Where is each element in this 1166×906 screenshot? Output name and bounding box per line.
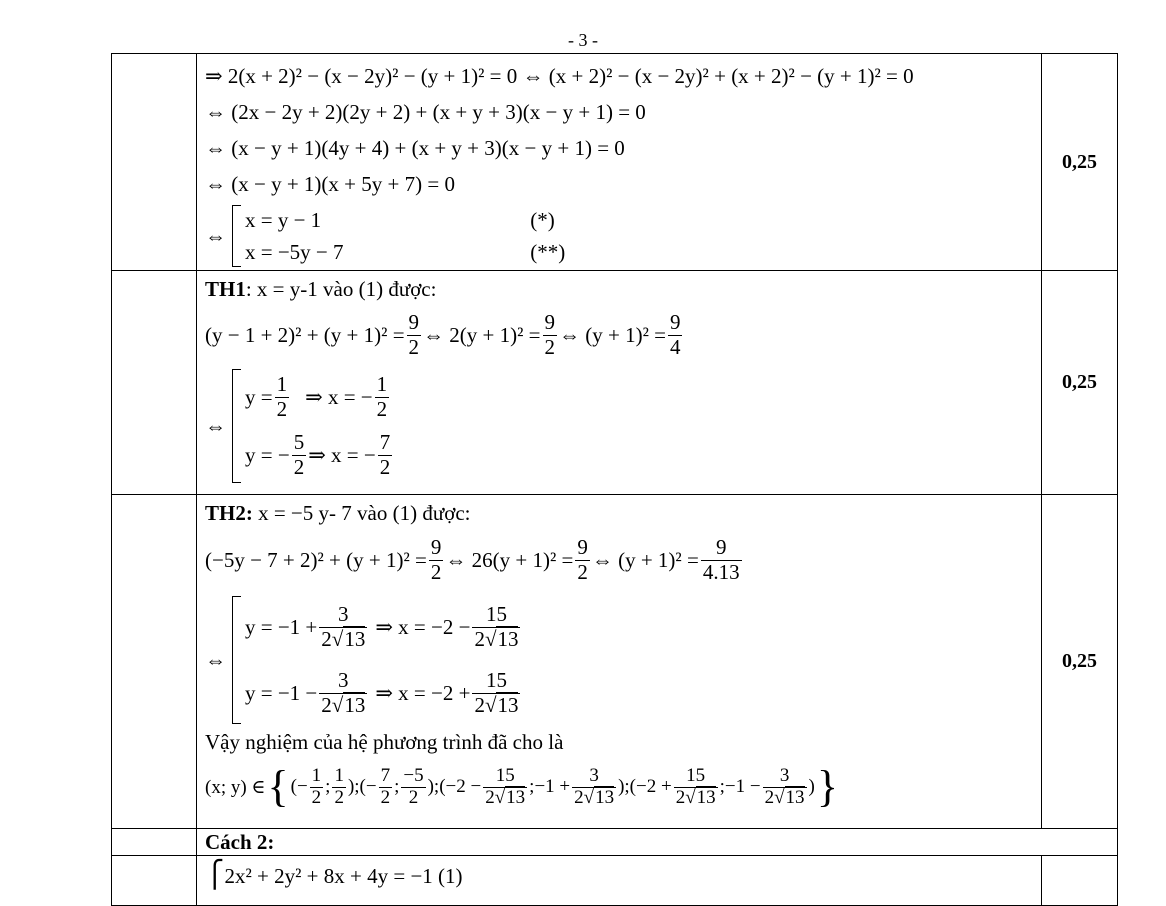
math-line: ⇔ (x − y + 1)(x + 5y + 7) = 0: [205, 172, 455, 196]
score-cell: 0,25: [1042, 54, 1118, 271]
case-heading: TH1: [205, 277, 246, 301]
math-line: ⎧2x² + 2y² + 8x + 4y = −1 (1): [205, 860, 463, 889]
solution-set: (x; y) ∈ { (− $\frac{1}{2}$ ; 1 2 );(− $\frac{7}{2}$ ; −5 2 );(−2 − $\frac{15}{2√13}$ ;−1 + $\frac{3}{2√13}$ );(−2 + $\frac{15}{2√13}$ ;−1 − $\frac{3}{2√13}$ ) }: [205, 762, 838, 811]
solution-table: [111, 53, 1118, 906]
fraction: $\frac{9}{2}$: [544, 310, 555, 359]
math-line: ⇔ (x − y + 1)(4y + 4) + (x + y + 3)(x − y + 1) = 0: [205, 136, 625, 160]
solution-line: y = $\frac{1}{2}$ ⇒ x = − $\frac{1}{2}$: [245, 372, 388, 421]
case-heading: TH2:: [205, 501, 253, 525]
empty-cell: [112, 829, 197, 856]
fraction: $\frac{9}{4}$: [669, 310, 681, 359]
case-bracket: [232, 369, 241, 483]
table-row: [112, 829, 1118, 856]
content-cell: [197, 495, 1042, 829]
method-heading: Cách 2:: [205, 830, 275, 854]
table-row: [112, 856, 1118, 906]
case-1: x = y − 1: [245, 208, 322, 232]
case-heading-text: : x = y-1 vào (1) được:: [245, 277, 437, 301]
page-number: - 3 -: [568, 30, 598, 50]
content-cell: [197, 856, 1042, 906]
conclusion-text: Vậy nghiệm của hệ phương trình đã cho là: [205, 730, 564, 754]
case-system: [205, 367, 1041, 485]
table-row: [112, 271, 1118, 495]
math-line: (y − 1 + 2)² + (y + 1)² = $\frac{9}{2}$ ⇔ 2(y + 1)² = $\frac{9}{2}$ ⇔ (y + 1)² = $\frac{9}{4}$: [205, 310, 681, 359]
score-cell: 0,25: [1042, 271, 1118, 495]
case-1-tag: (*): [530, 208, 555, 232]
content-cell: [197, 271, 1042, 495]
solution-line: y = − $\frac{5}{2}$ ⇒ x = − $\frac{7}{2}$: [245, 430, 391, 479]
case-2-tag: (**): [530, 240, 566, 264]
solution-line: y = −1 + $\frac{3}{2√13}$ ⇒ x = −2 − $\frac{15}{2√13}$: [245, 602, 519, 651]
equivalence-arrow: ⇔: [205, 647, 226, 672]
equivalence-arrow: ⇔: [205, 413, 226, 438]
content-cell: [197, 54, 1042, 271]
math-line: (−5y − 7 + 2)² + (y + 1)² = $\frac{9}{2}$ ⇔ 26(y + 1)² = $\frac{9}{2}$ ⇔ (y + 1)² = $\frac{9}{4.13}$: [205, 535, 740, 584]
method-heading-cell: [197, 829, 1118, 856]
table-row: [112, 54, 1118, 271]
empty-cell: [112, 495, 197, 829]
case-2: x = −5y − 7: [245, 240, 344, 264]
case-bracket: [232, 596, 241, 724]
case-system: [205, 593, 1041, 727]
score-cell: [1042, 856, 1118, 906]
case-system: [205, 202, 1041, 270]
fraction: $\frac{9}{2}$: [408, 310, 420, 359]
math-line: ⇒ 2(x + 2)² − (x − 2y)² − (y + 1)² = 0 ⇔ (x + 2)² − (x − 2y)² + (x + 2)² − (y + 1)² = 0: [205, 64, 914, 88]
table-row: [112, 495, 1118, 829]
empty-cell: [112, 856, 197, 906]
empty-cell: [112, 271, 197, 495]
empty-cell: [112, 54, 197, 271]
math-line: ⇔ (2x − 2y + 2)(2y + 2) + (x + y + 3)(x − y + 1) = 0: [205, 100, 646, 124]
equivalence-arrow: ⇔: [205, 223, 226, 248]
score-cell: 0,25: [1042, 495, 1118, 829]
case-heading-text: x = −5 y- 7 vào (1) được:: [252, 501, 471, 525]
case-bracket: [232, 205, 241, 267]
solution-line: y = −1 − $\frac{3}{2√13}$ ⇒ x = −2 + $\frac{15}{2√13}$: [245, 668, 519, 717]
